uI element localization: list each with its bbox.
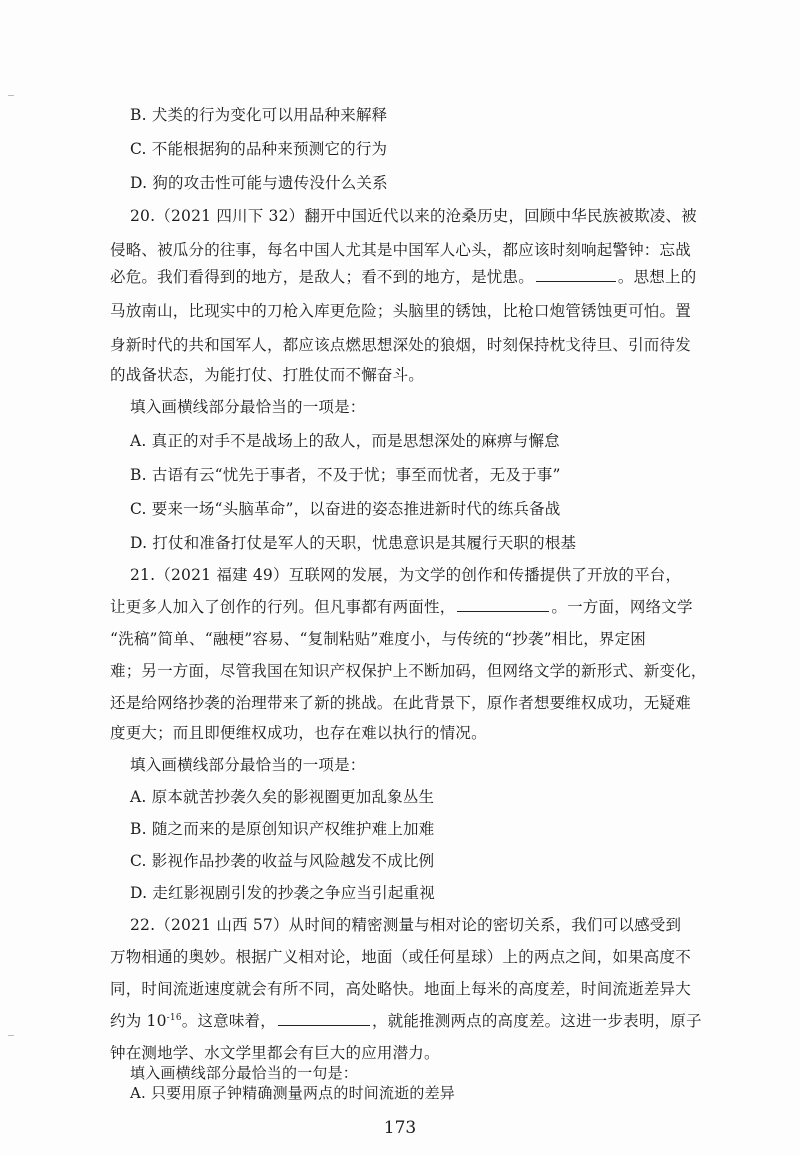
q22-exponent: -16 [166, 1012, 182, 1023]
q22-question-stem: 填入画横线部分最恰当的一句是： [130, 1064, 359, 1082]
q21-line-2-before-blank: 让更多人加入了创作的行列。但凡事都有两面性， [110, 598, 456, 616]
q20-line-3-before-blank: 必危。我们看得到的地方，是敌人；看不到的地方，是忧患。 [110, 268, 534, 286]
q21-option-a: A. 原本就苦抄袭久矣的影视圈更加乱象丛生 [130, 788, 435, 806]
q21-line-6: 度更大；而且即便维权成功，也存在难以执行的情况。 [110, 724, 487, 742]
q22-answer-blank [278, 1011, 370, 1026]
q20-option-a: A. 真正的对手不是战场上的敌人，而是思想深处的麻痹与懈怠 [130, 432, 560, 450]
q20-line-3 [110, 265, 696, 287]
q20-option-b: B. 古语有云“忧先于事者，不及于忧；事至而忧者，无及于事” [130, 466, 561, 484]
q21-line-5: 还是给网络抄袭的治理带来了新的挑战。在此背景下，原作者想要维权成功，无疑难 [110, 694, 691, 712]
q20-line-4: 马放南山，比现实中的刀枪入库更危险；头脑里的锈蚀，比枪口炮管锈蚀更可怕。置 [110, 302, 691, 320]
q21-option-d: D. 走红影视剧引发的抄袭之争应当引起重视 [130, 884, 435, 902]
q19-option-b: B. 犬类的行为变化可以用品种来解释 [130, 106, 388, 124]
q22-line-4-part-a: 约为 10 [110, 1012, 167, 1030]
q22-line-5: 钟在测地学、水文学里都会有巨大的应用潜力。 [110, 1044, 440, 1062]
q20-line-1: 20.（2021 四川下 32）翻开中国近代以来的沧桑历史，回顾中华民族被欺凌、被 [130, 207, 697, 225]
q19-option-c: C. 不能根据狗的品种来预测它的行为 [130, 140, 388, 158]
q22-line-4 [110, 1009, 702, 1031]
q20-answer-blank [536, 267, 616, 282]
q22-option-a: A. 只要用原子钟精确测量两点的时间流逝的差异 [130, 1084, 455, 1102]
q21-option-b: B. 随之而来的是原创知识产权维护难上加难 [130, 820, 435, 838]
q21-line-3: “洗稿”简单、“融梗”容易、“复制粘贴”难度小，与传统的“抄袭”相比，界定困 [110, 630, 646, 648]
q21-line-1: 21.（2021 福建 49）互联网的发展，为文学的创作和传播提供了开放的平台， [130, 566, 682, 584]
q21-line-2-after-blank: 。一方面，网络文学 [551, 598, 693, 616]
q20-option-d: D. 打仗和准备打仗是军人的天职，忧患意识是其履行天职的根基 [130, 534, 577, 552]
q20-option-c: C. 要来一场“头脑革命”，以奋进的姿态推进新时代的练兵备战 [130, 500, 561, 518]
q20-line-2: 侵略、被瓜分的往事，每名中国人尤其是中国军人心头，都应该时刻响起警钟：忘战 [110, 241, 691, 259]
q21-option-c: C. 影视作品抄袭的收益与风险越发不成比例 [130, 852, 435, 870]
q22-line-3: 同，时间流逝速度就会有所不同，高处略快。地面上每米的高度差，时间流逝差异大 [110, 980, 691, 998]
q21-line-4: 难；另一方面，尽管我国在知识产权保护上不断加码，但网络文学的新形式、新变化， [110, 662, 707, 680]
q20-line-5: 身新时代的共和国军人，都应该点燃思想深处的狼烟，时刻保持枕戈待旦、引而待发 [110, 336, 691, 354]
q21-line-2 [110, 595, 693, 617]
q20-question-stem: 填入画横线部分最恰当的一项是： [130, 398, 366, 416]
q21-question-stem: 填入画横线部分最恰当的一项是： [130, 756, 366, 774]
q20-line-3-after-blank: 。思想上的 [617, 268, 697, 286]
margin-mark [8, 1035, 14, 1036]
q22-line-4-part-c: ，就能推测两点的高度差。这进一步表明，原子 [371, 1012, 702, 1030]
margin-mark [8, 95, 14, 96]
q20-line-6: 的战备状态，为能打仗、打胜仗而不懈奋斗。 [110, 366, 425, 384]
q22-line-2: 万物相通的奥妙。根据广义相对论，地面（或任何星球）上的两点之间，如果高度不 [110, 948, 691, 966]
page-number: 173 [383, 1118, 417, 1138]
q21-answer-blank [457, 597, 549, 612]
q22-line-4-part-b: 。这意味着， [181, 1012, 276, 1030]
q22-line-1: 22.（2021 山西 57）从时间的精密测量与相对论的密切关系，我们可以感受到 [130, 916, 682, 934]
q19-option-d: D. 狗的攻击性可能与遗传没什么关系 [130, 174, 388, 192]
